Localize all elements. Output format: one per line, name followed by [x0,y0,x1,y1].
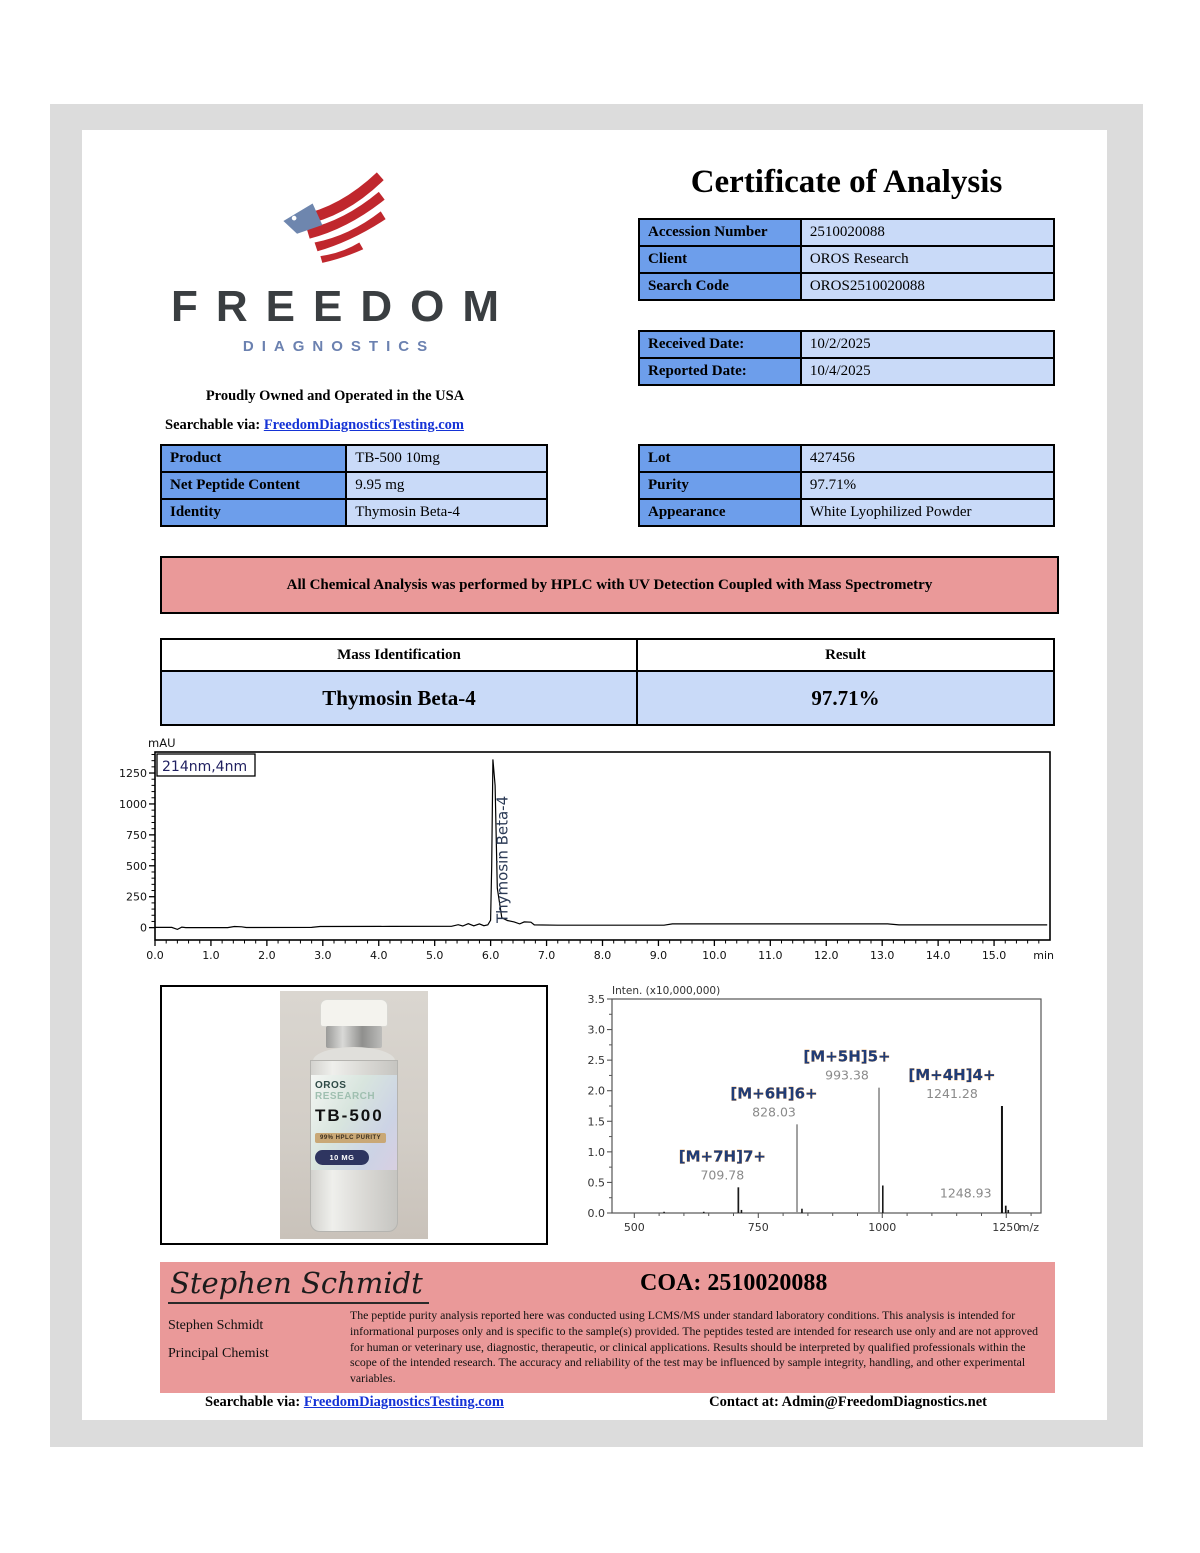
vial-product-name: TB-500 [315,1106,384,1125]
svg-text:4.0: 4.0 [370,949,388,962]
svg-text:m/z: m/z [1018,1221,1039,1234]
svg-text:[M+5H]5+: [M+5H]5+ [803,1047,891,1066]
vial-cap [320,999,388,1027]
lot-table-value: White Lyophilized Powder [801,499,1054,526]
product-table-row [161,445,547,472]
svg-text:3.0: 3.0 [314,949,332,962]
svg-text:2.5: 2.5 [587,1054,605,1068]
accession-info-table-label: Client [639,246,801,273]
logo-block [140,164,530,355]
svg-text:[M+4H]4+: [M+4H]4+ [908,1066,996,1084]
mass-id-value: Thymosin Beta-4 [161,671,637,725]
svg-text:500: 500 [623,1221,645,1234]
svg-text:1241.28: 1241.28 [926,1086,978,1101]
svg-text:993.38: 993.38 [825,1067,869,1083]
vial-crimp [326,1026,382,1048]
svg-text:1250: 1250 [119,767,147,781]
date-table-value: 10/4/2025 [801,358,1054,385]
accession-info-table-row [639,219,1054,246]
lot-table [638,444,1055,527]
svg-text:[M+7H]7+: [M+7H]7+ [678,1147,766,1166]
accession-info-table-row [639,246,1054,273]
svg-text:8.0: 8.0 [593,949,612,962]
svg-text:15.0: 15.0 [981,949,1007,962]
footer-search-line [205,1394,504,1411]
accession-info-table-row [639,273,1054,300]
date-table-label: Received Date: [639,331,801,358]
svg-text:0.0: 0.0 [587,1207,605,1220]
product-table-value: 9.95 mg [346,472,547,499]
svg-text:min: min [1033,949,1054,962]
chemist-name: Stephen Schmidt [168,1318,264,1333]
svg-text:7.0: 7.0 [537,949,556,962]
svg-text:2.0: 2.0 [587,1084,605,1098]
lot-table-row [639,499,1054,526]
footer-search-link[interactable]: FreedomDiagnosticsTesting.com [303,1394,504,1410]
header-search-line [165,417,464,434]
chromatogram-chart [112,738,1058,975]
date-table-label: Reported Date: [639,358,801,385]
document-sheet [82,130,1107,1420]
usa-tagline: Proudly Owned and Operated in the USA [205,388,465,404]
svg-text:Thymosin Beta-4: Thymosin Beta-4 [493,795,512,923]
eagle-flag-icon [262,164,408,282]
product-table-label: Product [161,445,346,472]
coa-number: COA: 2510020088 [640,1270,828,1296]
svg-text:0: 0 [140,921,147,935]
svg-text:5.0: 5.0 [425,949,444,962]
lot-table-value: 97.71% [801,472,1054,499]
svg-text:[M+6H]6+: [M+6H]6+ [730,1084,818,1103]
search-prefix-label: Searchable via: [165,417,261,433]
product-table-value: Thymosin Beta-4 [346,499,547,526]
svg-text:12.0: 12.0 [814,949,839,962]
result-header: Result [637,639,1054,671]
lot-table-label: Appearance [639,499,801,526]
lot-table-label: Lot [639,445,801,472]
svg-text:14.0: 14.0 [925,949,951,962]
vial-amount-badge: 10 MG [315,1150,369,1165]
product-table-label: Net Peptide Content [161,472,346,499]
svg-text:1.0: 1.0 [587,1145,605,1159]
svg-text:750: 750 [126,828,147,842]
svg-text:3.5: 3.5 [587,993,605,1006]
disclaimer-text: The peptide purity analysis reported here was conducted using LCMS/MS under standard laboratory conditions. This analysis is intended for informational purposes only and is specific to the sample(s) provided. The peptides tested are intended for research use only and are not approved for human or veterinary use, diagnostic, therapeutic, or clinical applications. Results should be interpreted by qualified professionals within the scope of the intended research. The accuracy and reliability of the test may be influenced by sample integrity, handling, and other experimental variables. [350,1308,1039,1386]
vial-label [311,1075,397,1170]
analysis-method-banner: All Chemical Analysis was performed by HPLC with UV Detection Coupled with Mass Spectrometry [160,556,1059,614]
product-table-value: TB-500 10mg [346,445,547,472]
product-table-row [161,472,547,499]
mass-identification-table [160,638,1055,726]
svg-text:mAU: mAU [148,738,176,750]
svg-text:10.0: 10.0 [702,949,727,962]
date-table-row [639,331,1054,358]
vial-photo [280,991,428,1239]
svg-text:828.03: 828.03 [752,1104,796,1120]
svg-text:1.5: 1.5 [587,1115,605,1129]
date-table-row [639,358,1054,385]
svg-text:0.5: 0.5 [587,1176,605,1190]
brand-subtitle: DIAGNOSTICS [242,338,436,356]
accession-info-table-label: Search Code [639,273,801,300]
accession-info-table-value: OROS2510020088 [801,273,1054,300]
svg-text:9.0: 9.0 [649,949,668,962]
svg-text:11.0: 11.0 [758,949,783,962]
svg-text:250: 250 [126,890,147,904]
svg-text:750: 750 [747,1221,769,1234]
mass-id-header: Mass Identification [161,639,637,671]
footer [160,1394,1055,1411]
accession-info-table-value: 2510020088 [801,219,1054,246]
svg-text:1.0: 1.0 [202,949,220,962]
accession-info-table-value: OROS Research [801,246,1054,273]
svg-text:500: 500 [126,859,147,873]
chemist-title: Principal Chemist [168,1346,269,1361]
svg-text:1250: 1250 [992,1221,1021,1234]
lot-table-label: Purity [639,472,801,499]
date-table-value: 10/2/2025 [801,331,1054,358]
svg-text:1248.93: 1248.93 [939,1185,992,1201]
product-table-label: Identity [161,499,346,526]
vial-body [310,1060,398,1232]
mass-spectrum-chart [576,985,1058,1260]
signature-script: Stephen Schmidt [168,1266,429,1304]
header-search-link[interactable]: FreedomDiagnosticsTesting.com [263,417,464,433]
vial-purity-badge: 99% HPLC PURITY [315,1133,386,1143]
svg-text:709.78: 709.78 [700,1167,745,1183]
date-table [638,330,1055,386]
svg-text:3.0: 3.0 [587,1023,605,1037]
svg-text:0.0: 0.0 [146,949,164,962]
svg-text:1000: 1000 [119,797,147,811]
vial-illustration [308,999,400,1232]
footer-search-prefix: Searchable via: [205,1394,301,1410]
product-table [160,444,548,527]
svg-text:214nm,4nm: 214nm,4nm [162,759,248,775]
page-title: Certificate of Analysis [690,164,1003,200]
product-photo-box [160,985,548,1245]
lot-table-row [639,472,1054,499]
vial-shoulder [313,1047,395,1061]
footer-contact: Contact at: Admin@FreedomDiagnostics.net [709,1394,987,1410]
svg-text:1000: 1000 [868,1221,897,1234]
lot-table-value: 427456 [801,445,1054,472]
lot-table-row [639,445,1054,472]
product-table-row [161,499,547,526]
svg-text:Inten. (x10,000,000): Inten. (x10,000,000) [612,985,721,997]
accession-info-table-label: Accession Number [639,219,801,246]
svg-text:13.0: 13.0 [869,949,895,962]
svg-text:2.0: 2.0 [258,949,276,962]
result-value: 97.71% [637,671,1054,725]
accession-info-table [638,218,1055,301]
brand-name: FREEDOM [171,282,517,331]
vial-brand: OROS RESEARCH [315,1080,376,1102]
svg-text:6.0: 6.0 [481,949,500,962]
signature-block [160,1262,1055,1393]
